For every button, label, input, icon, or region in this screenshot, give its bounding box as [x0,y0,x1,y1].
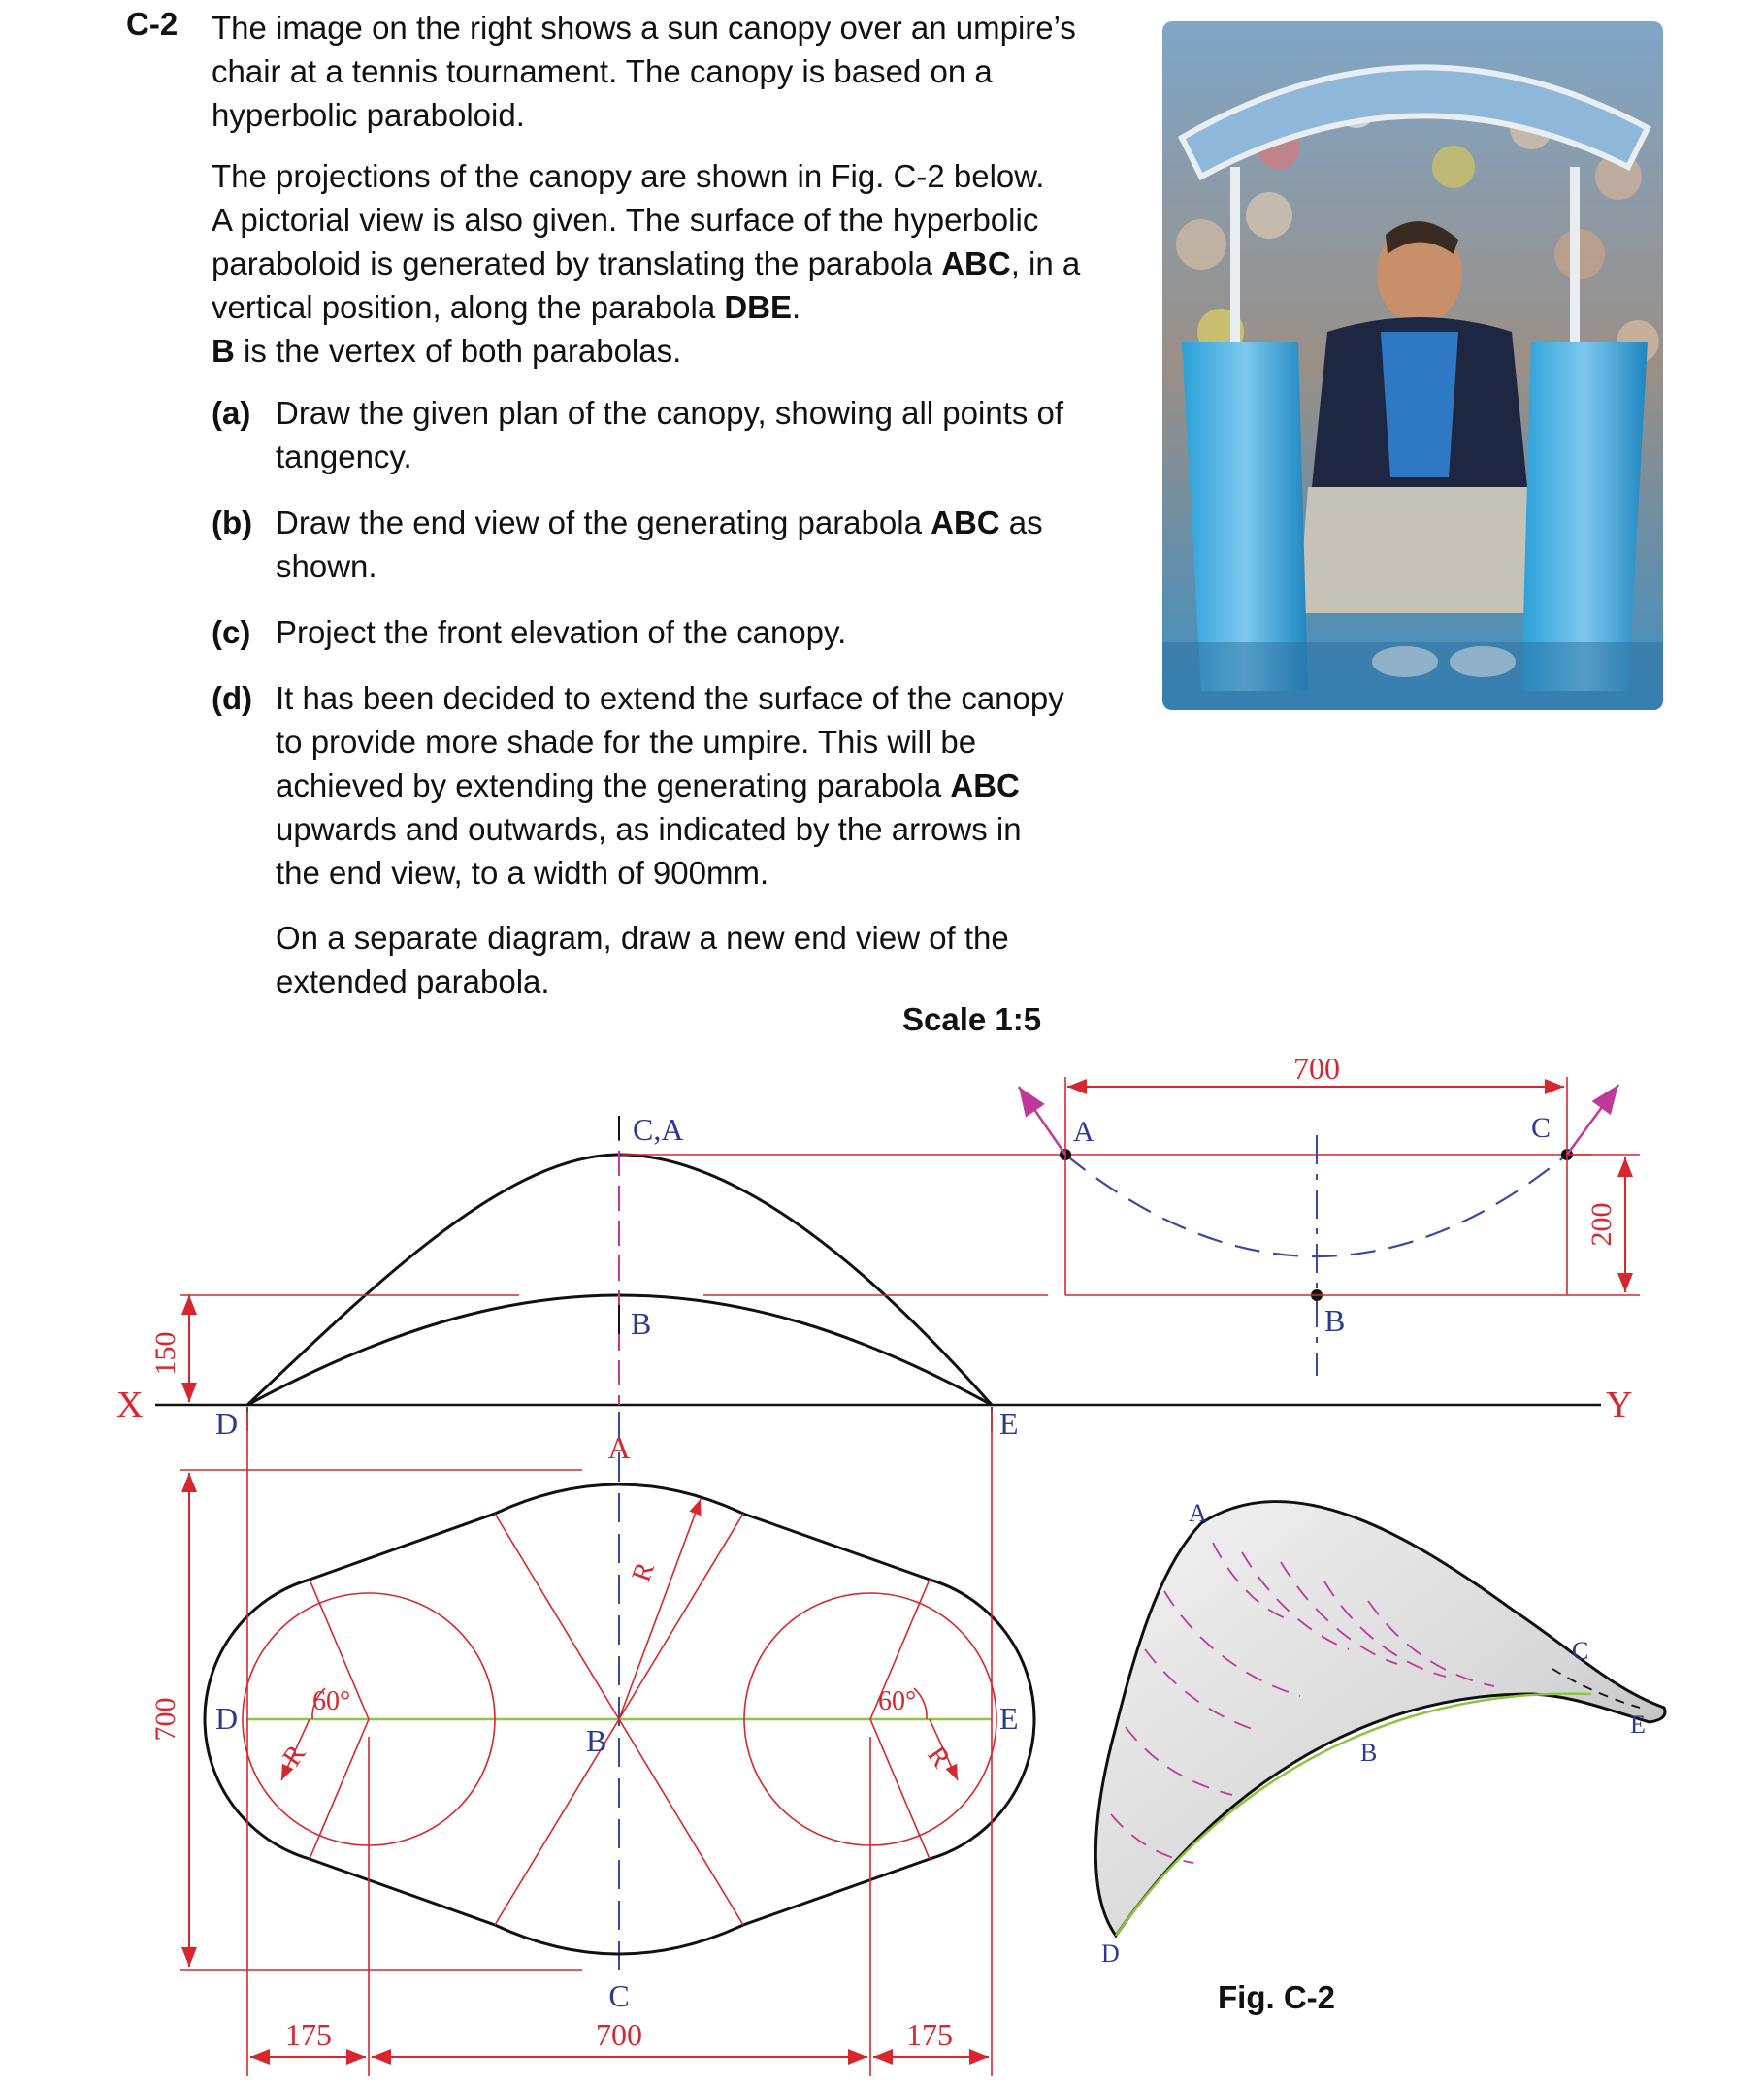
radius-label-2: R [277,1739,312,1773]
label-a-end: A [1073,1116,1094,1148]
label-b-elev: B [631,1306,652,1341]
part-label: (d) [212,680,253,716]
label-x: X [116,1385,144,1425]
label-b-plan: B [586,1723,607,1758]
label-e-elev: E [999,1406,1019,1441]
part-a-line: Draw the given plan of the canopy, showing all points of [276,395,1064,431]
label-d-elev: D [215,1406,239,1441]
end-view [1019,1051,1640,1376]
radius-label-1: R [626,1558,661,1586]
intro-line: The image on the right shows a sun canopy over an umpire’s [212,10,1076,46]
dim-700-plan-v: 700 [149,1697,181,1742]
part-c-line: Project the front elevation of the canopy. [276,614,847,650]
label-b-end: B [1324,1303,1346,1338]
label-d-plan: D [215,1701,239,1736]
para2-line: A pictorial view is also given. The surface of the hyperbolic [212,202,1039,238]
part-b-line: Draw the end view of the generating parabola ABC as [276,505,1043,540]
label-ca: C,A [633,1112,684,1147]
part-a-line: tangency. [276,439,412,474]
label-a-pict: A [1189,1499,1207,1527]
plan-view [149,1412,1034,2076]
label-a-plan: A [607,1430,631,1465]
label-c-pict: C [1572,1637,1589,1665]
part-d-line: upwards and outwards, as indicated by the arrows in [276,811,1022,847]
dim-700-plan-h: 700 [596,2017,642,2052]
figure-label: Fig. C-2 [1218,1979,1335,2015]
label-e-plan: E [999,1701,1019,1736]
label-c-plan: C [608,1978,630,2013]
part-label: (a) [212,395,251,431]
part-label: (c) [212,614,251,650]
extend-arrow-right [1567,1085,1618,1155]
dim-700-end: 700 [1293,1051,1340,1086]
para2-line: The projections of the canopy are shown in Fig. C-2 below. [212,158,1045,194]
part-b-line: shown. [276,548,377,584]
angle-left: 60° [312,1686,351,1716]
dim-175-right: 175 [906,2017,953,2052]
part-d-line: achieved by extending the generating parabola ABC [276,767,1020,803]
front-elevation [116,1112,1632,1441]
part-d-line: It has been decided to extend the surface of the canopy [276,680,1064,716]
label-b-pict: B [1360,1739,1378,1767]
part-d-line: the end view, to a width of 900mm. [276,855,769,891]
part-d-line: extended parabola. [276,963,550,999]
label-e-pict: E [1630,1711,1646,1739]
intro-line: hyperbolic paraboloid. [212,97,525,133]
intro-line: chair at a tennis tournament. The canopy is based on a [212,53,993,89]
radius-label-3: R [921,1741,957,1774]
extend-arrow-left [1019,1087,1065,1155]
label-d-pict: D [1101,1939,1120,1968]
part-label: (b) [212,505,253,540]
para2-line: vertical position, along the parabola DBE. [212,289,801,325]
question-number: C-2 [126,6,179,42]
pictorial-surface [1095,1501,1665,1936]
angle-right: 60° [878,1686,917,1716]
label-y: Y [1606,1385,1633,1425]
dim-150: 150 [149,1331,181,1376]
scale-label: Scale 1:5 [902,1001,1042,1037]
dim-175-left: 175 [285,2017,332,2052]
para2-line: B is the vertex of both parabolas. [212,333,682,369]
label-c-end: C [1531,1112,1552,1144]
pictorial-view [1095,1499,1665,1968]
dim-200: 200 [1585,1202,1617,1247]
part-d-line: On a separate diagram, draw a new end view of the [276,920,1009,956]
para2-line: paraboloid is generated by translating the parabola ABC, in a [212,245,1081,281]
part-d-line: to provide more shade for the umpire. This will be [276,724,977,760]
